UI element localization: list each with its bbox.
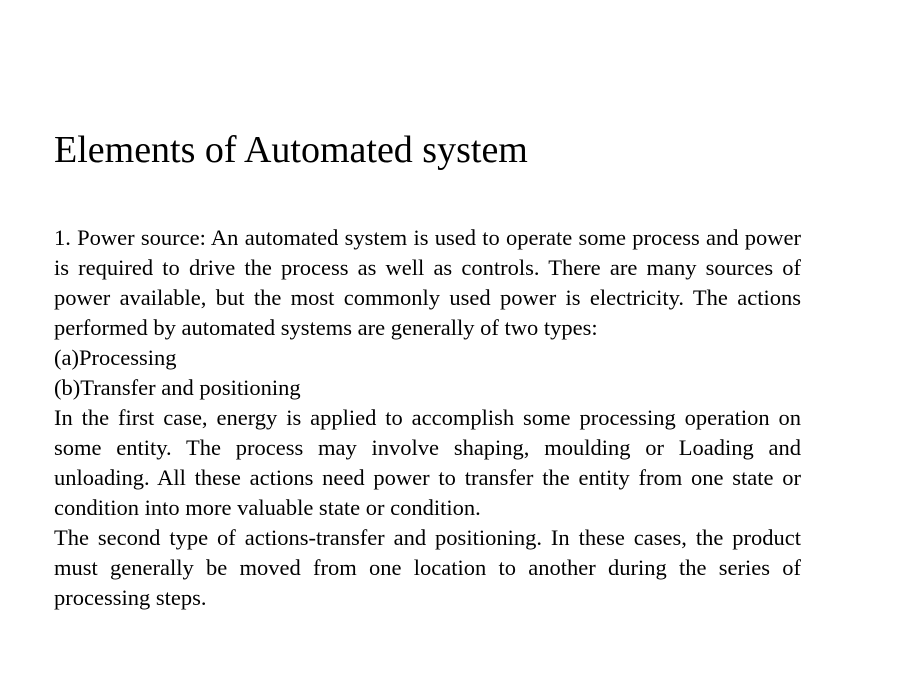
slide-title: Elements of Automated system [54, 129, 528, 171]
paragraph-second-type: The second type of actions-transfer and positioning. In these cases, the product must generally be moved from one location to another during the series of processing steps. [54, 525, 801, 610]
paragraph-first-case: In the first case, energy is applied to accomplish some processing operation on some entity. The process may involve shaping, moulding or Loading and unloading. All these actions need power to transfer the entity from one state or condition into more valuable state or condition. [54, 405, 801, 520]
list-item-processing: (a)Processing [54, 345, 177, 370]
slide-body [54, 223, 801, 613]
paragraph-power-source: 1. Power source: An automated system is used to operate some process and power is required to drive the process as well as controls. There are many sources of power available, but the most commonly used power is electricity. The actions performed by automated systems are generally of two types: [54, 225, 801, 340]
list-item-transfer-positioning: (b)Transfer and positioning [54, 375, 301, 400]
